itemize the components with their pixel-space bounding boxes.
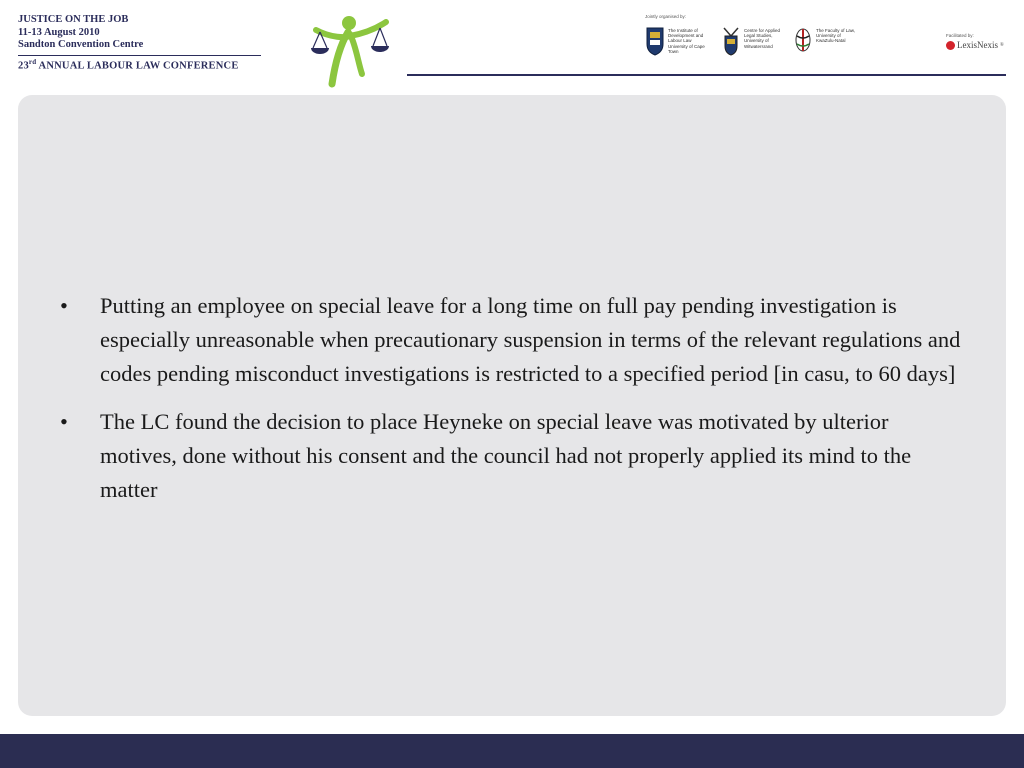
sponsor-registered-mark: ® <box>1000 42 1004 48</box>
partner-uct <box>645 26 708 56</box>
conference-title-block <box>18 14 261 71</box>
lexisnexis-logo <box>946 40 1004 50</box>
bullet-item <box>60 405 970 507</box>
conference-venue: Sandton Convention Centre <box>18 39 144 50</box>
wits-crest-icon <box>721 26 741 56</box>
sponsor-name: LexisNexis <box>957 40 998 50</box>
organised-by-label: Jointly organised by: <box>645 14 687 19</box>
conference-dates: 11-13 August 2010 <box>18 26 100 38</box>
bullet-item <box>60 289 970 391</box>
partner-uct-name: The Institute of Development and Labour Law University of Cape Town <box>668 28 705 54</box>
uct-crest-icon <box>645 26 665 56</box>
partner-wits <box>721 26 784 56</box>
bullet-icon: • <box>60 409 68 434</box>
facilitated-by-label: Facilitated by: <box>946 33 974 38</box>
bullet-text: Putting an employee on special leave for a long time on full pay pending investigation is especially unreasonable when precautionary suspension in terms of the relevant regulations and codes pending misconduct investigations is restricted to a specified period [in casu, to 60 days] <box>100 293 961 386</box>
ukzn-crest-icon <box>793 26 813 56</box>
header-divider <box>407 74 1006 76</box>
bullet-text: The LC found the decision to place Heyneke on special leave was motivated by ulterior motives, done without his consent and the council had not properly applied its mind to the matter <box>100 409 912 502</box>
partner-ukzn <box>793 26 856 56</box>
partner-wits-name: Centre for Applied Legal Studies, University of Witwatersrand <box>744 28 781 49</box>
slide-header <box>0 0 1024 92</box>
conference-divider <box>18 55 261 56</box>
partner-ukzn-name: The Faculty of Law, University of KwaZulu-Natal <box>816 28 856 44</box>
conference-annual-title: 23rd ANNUAL LABOUR LAW CONFERENCE <box>18 57 239 71</box>
conference-name: JUSTICE ON THE JOB <box>18 14 129 25</box>
footer-bar <box>0 734 1024 768</box>
lexisnexis-mark-icon <box>946 41 955 50</box>
justice-scales-logo-icon <box>306 12 392 88</box>
bullet-icon: • <box>60 293 68 318</box>
bullet-list <box>60 289 970 521</box>
